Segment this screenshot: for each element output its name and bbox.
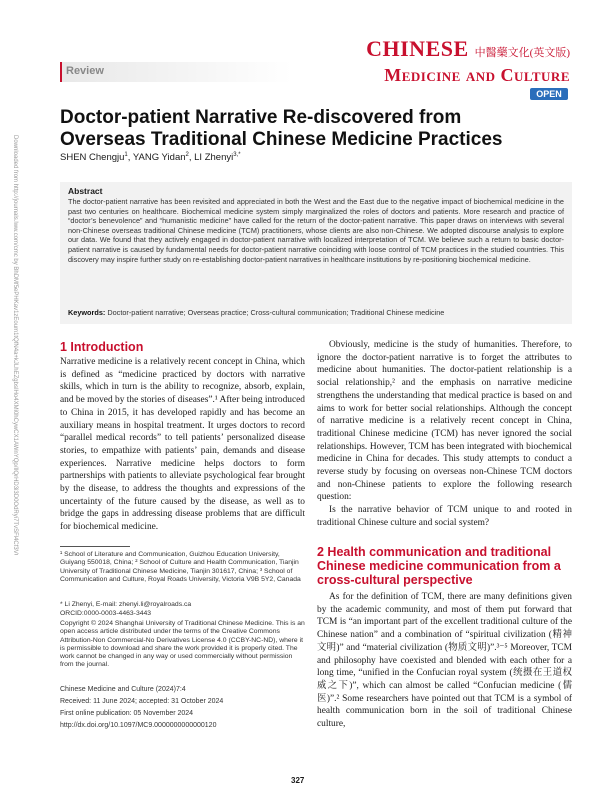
open-access-badge: OPEN (530, 88, 568, 100)
svg-text:Downloaded from http://journal (12, 135, 18, 555)
page-number: 327 (291, 776, 305, 785)
footnote-doi[interactable]: http://dx.doi.org/10.1097/MC9.0000000000000120 (60, 722, 217, 729)
author-1-affil: 1 (124, 152, 128, 158)
section-2-paragraph-1: As for the definition of TCM, there are many definitions given by the academic community, and most of them put forward that TCM is “an important part of the excellent traditional culture of the Chinese nation” and a combination of “spiritual civilization (精神文明)” and “material civilization (物质文明)”.³⁻⁵ Moreover, TCM and philosophy have coexisted and blended with each other for a long time, “unified in the Confucian royal system (统摄在王道权威之下)”, which can almost be called “Confucian medicine (儒医)”.² Some researchers have pointed out that TCM is a symbol of health communication born in the soil of traditional Chinese culture, (317, 592, 572, 730)
keywords-label: Keywords: (68, 308, 106, 317)
section-1-paragraph-2: Obviously, medicine is the study of humanities. Therefore, to ignore the doctor-patient narrative is to forget the attributes to medicine about humanities. The doctor-patient relationship is a social relationship,² and the emphasis on narrative medicine strengthens the understanding that medical practice is based on and aims to work for better social relationships. Although the concept of narrative medicine is a relatively recent concept in China, traditional Chinese medicine (TCM) has never ignored the social relationships. However, TCM has been integrated with biochemical medicine in China for decades. This study attempts to conduct a reverse study by focusing on overseas non-Chinese TCM doctors and non-Chinese patients to explore the following research question: (317, 340, 572, 503)
download-side-note (2, 135, 38, 555)
abstract-box (60, 182, 572, 324)
author-2-affil: 2 (185, 152, 189, 158)
footnote-copyright: Copyright © 2024 Shanghai University of Traditional Chinese Medicine. This is an open access article distributed under the terms of the Creative Commons Attribution-Non Commercial-No Derivatives License 4.0 (CCBY-NC-ND), where it is permissible to download and share the work provided it is properly cited. The work cannot be changed in any way or used commercially without permission from the journal. (60, 620, 305, 669)
side-note-text: Downloaded from http://journals.lww.com/cmc by BhDMf5ePHKav1zEoum1tQfN4a+kJLhEZgbsIHo4XMi0hCywCX1AWnYQp/IlQrHD3i3D0OdRyi7TvSFl4Cf3VC4/OAVpDDa8K2+Ya6H515kE= on 05/12/2025 (12, 135, 18, 555)
article-title: Doctor-patient Narrative Re-discovered from Overseas Traditional Chinese Medicine Practices (60, 107, 503, 150)
author-1: SHEN Chengju (60, 152, 125, 164)
journal-name-line1: CHINESE (366, 36, 469, 61)
footnote-received: Received: 11 June 2024; accepted: 31 October 2024 (60, 698, 224, 705)
keywords (68, 308, 564, 317)
section-label: Review (66, 65, 104, 77)
author-3-affil: 3,* (233, 152, 241, 158)
author-2: YANG Yidan (132, 152, 186, 164)
author-list: SHEN Chengju$^1$, YANG Yidan$^2$, LI Zhenyi$^{3,*}$ (60, 152, 241, 164)
abstract-heading: Abstract (68, 186, 103, 196)
section-1-heading: 1 Introduction (60, 340, 144, 354)
footnote-online: First online publication: 05 November 2024 (60, 710, 194, 717)
journal-name-cjk: 中醫藥文化(英文版) (474, 47, 570, 59)
footnote-corresponding: * Li Zhenyi, E-mail: zhenyi.li@royalroads.ca (60, 601, 192, 608)
section-label-bar (60, 62, 292, 82)
footnote-citation: Chinese Medicine and Culture (2024)7:4 (60, 686, 186, 693)
keywords-text: Doctor-patient narrative; Overseas practice; Cross-cultural communication; Traditional Chinese medicine (107, 308, 445, 317)
abstract-text: The doctor-patient narrative has been revisited and appreciated in both the West and the East due to the negative impact of biochemical medicine in the past two centuries on healthcare. Biochemical medicine system simply marginalized the roles of doctors and patients. More research and practice of “doctor’s benevolence” and “humanistic medicine” have called for the return of the doctor-patient narrative. This paper draws on interviews with several non-Chinese overseas traditional Chinese medicine (TCM) practitioners, whose clients are also non-Chinese. We adopted discourse analysis to explore our data. We found that they actively engaged in doctor-patient narrative with localized interpretation of TCM. We believe such a return to basic doctor-patient narrative is caused by fundamental needs for doctor-patient narrative coinciding with loose control of TCM practices in the studied countries. This discovery may inspire further study on re-establishing doctor-patient narratives in healthcare institutions by re-positioning biochemical medicine. (68, 197, 564, 264)
footnote-affiliations: ¹ School of Literature and Communication, Guizhou Education University, Guiyang 550018, China; ² School of Culture and Health Communication, Tianjin University of Traditional Chinese Medicine, Tianjin 301617, China; ³ School of Communication and Culture, Royal Roads University, Victoria V9B 5Y2, Canada (60, 551, 301, 583)
author-3: LI Zhenyi (194, 152, 234, 164)
journal-name-line2: Medicine and Culture (384, 65, 570, 85)
journal-logo (366, 38, 570, 86)
footnote-orcid: ORCID:0000-0003-4463-3443 (60, 610, 152, 617)
section-2-heading: 2 Health communication and traditional Chinese medicine communication from a cross-cultural perspective (317, 545, 561, 587)
section-1-paragraph-3: Is the narrative behavior of TCM unique to and rooted in traditional Chinese culture and social system? (317, 505, 572, 528)
footnote-rule (60, 546, 130, 547)
section-1-paragraph-1: Narrative medicine is a relatively recent concept in China, which is defined as “medicine practiced by doctors with narrative skills, which in turn is the ability to recognize, absorb, explain, and be moved by the stories of diseases”.¹ After being introduced to China in 2015, it has developed rapidly and has become an auxiliary means in hospital treatment. It urges doctors to record “parallel medical records” to tell patients’ personalized disease stories, to empathize with patients’ pain, demands and disease experiences. Narrative medicine helps doctors to form partnerships with patients to alleviate psychological fear brought by the disease, to address the thoughts and expressions of the uncertainty of the future caused by the disease, as well as to bridge the gaps in addressing disease problems that are difficult for biochemical medicine. (60, 357, 305, 533)
